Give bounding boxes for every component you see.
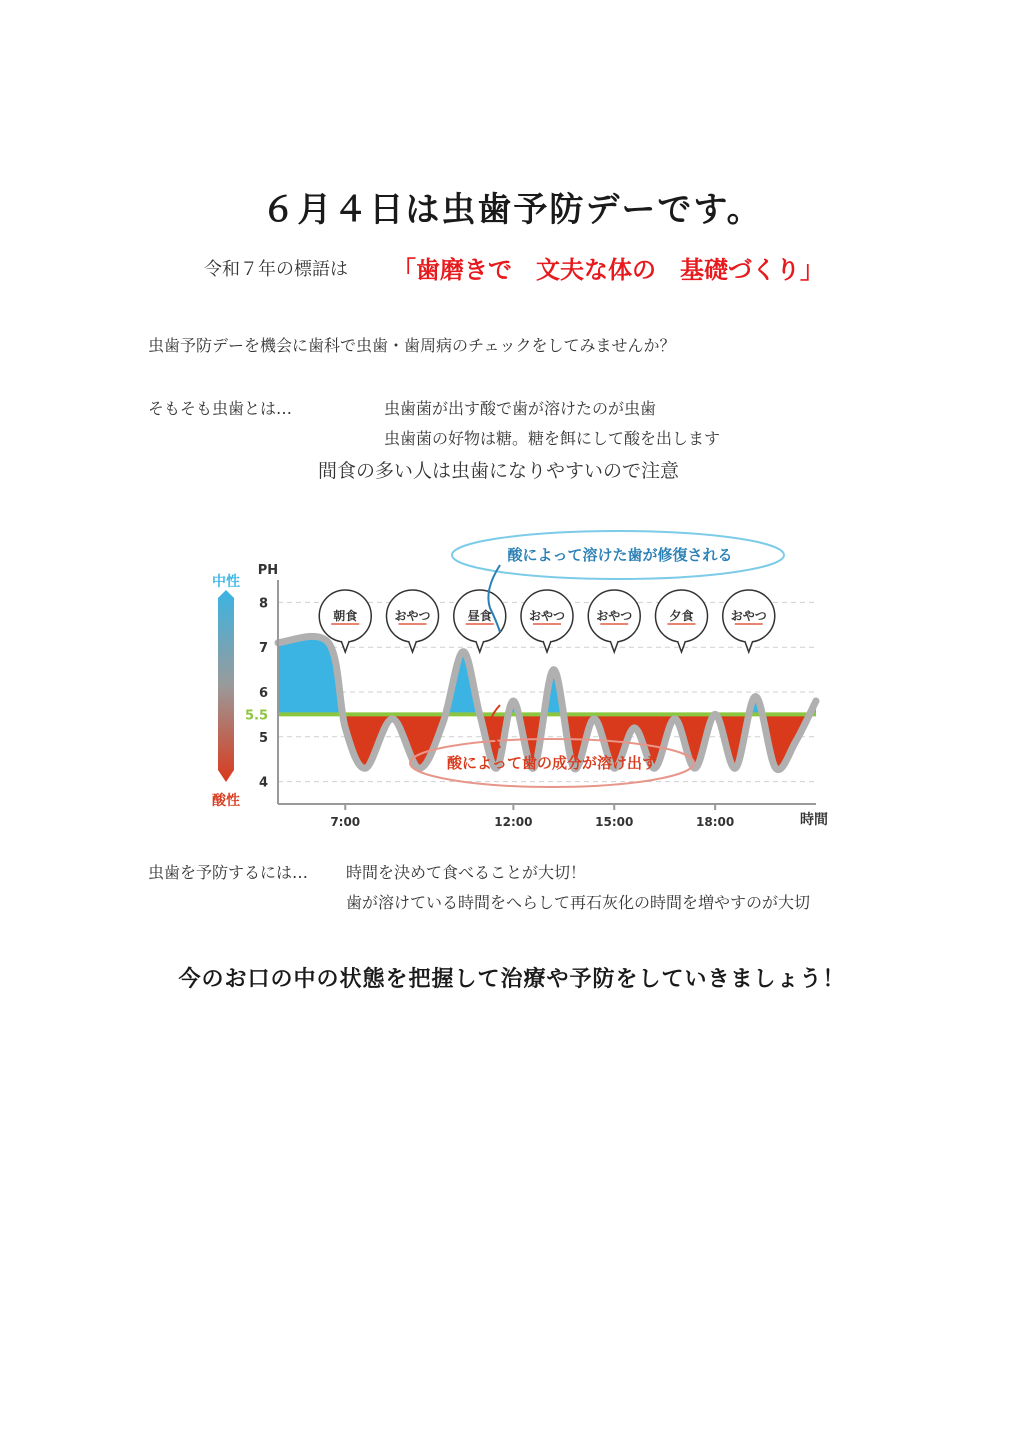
x-tick-label: 15:00 xyxy=(595,815,634,829)
about-line-3: 間食の多い人は虫歯になりやすいので注意 xyxy=(318,460,680,482)
prevent-label: 虫歯を予防するには… xyxy=(148,863,309,882)
meal-label: おやつ xyxy=(596,609,633,623)
callout-top-text: 酸によって溶けた歯が修復される xyxy=(507,546,733,564)
meal-label: 昼食 xyxy=(467,609,492,623)
meal-label: 夕食 xyxy=(669,609,694,623)
x-axis-label: 時間 xyxy=(800,812,828,828)
about-line-1: 虫歯菌が出す酸で歯が溶けたのが虫歯 xyxy=(384,399,657,418)
invite-text: 虫歯予防デーを機会に歯科で虫歯・歯周病のチェックをしてみませんか？ xyxy=(148,336,676,355)
y-axis-label: PH xyxy=(257,563,279,578)
bubble-tail xyxy=(678,641,686,652)
motto: 「歯磨きで 文夫な体の 基礎づくり」 xyxy=(392,256,824,284)
y-tick-label: 7 xyxy=(258,641,268,657)
bubble-tail xyxy=(745,641,753,652)
motto-label: 令和７年の標語は xyxy=(204,259,348,280)
acidic-label: 酸性 xyxy=(212,793,240,809)
bubble-tail xyxy=(610,641,618,652)
prevent-line-2: 歯が溶けている時間をへらして再石灰化の時間を増やすのが大切 xyxy=(346,893,811,912)
ph-chart xyxy=(200,520,840,840)
meal-bubble xyxy=(387,590,439,652)
bubble-tail xyxy=(543,641,551,652)
y-tick-label: 8 xyxy=(258,596,268,612)
x-tick-label: 18:00 xyxy=(696,815,735,829)
meal-label: おやつ xyxy=(730,609,767,623)
meal-bubble xyxy=(656,590,708,652)
meal-bubble xyxy=(454,590,506,652)
meal-bubble xyxy=(521,590,573,652)
closing-text: 今のお口の中の状態を把握して治療や予防をしていきましょう！ xyxy=(178,967,846,992)
neutral-label: 中性 xyxy=(212,574,240,590)
y-tick-label: 5 xyxy=(258,730,268,746)
y-tick-label: 6 xyxy=(258,686,268,701)
y-tick-label: 5.5 xyxy=(244,708,268,724)
y-tick-label: 4 xyxy=(258,775,268,791)
meal-bubbles xyxy=(319,590,775,652)
x-tick-label: 12:00 xyxy=(494,815,533,829)
bubble-tail xyxy=(409,641,417,652)
about-label: そもそも虫歯とは… xyxy=(148,399,293,418)
page-title: ６月４日は虫歯予防デーです。 xyxy=(261,190,763,230)
about-line-2: 虫歯菌の好物は糖。糖を餌にして酸を出します xyxy=(384,429,721,448)
prevent-line-1: 時間を決めて食べることが大切！ xyxy=(346,863,587,882)
meal-label: おやつ xyxy=(394,609,431,623)
meal-bubble xyxy=(588,590,640,652)
x-tick-label: 7:00 xyxy=(330,815,361,829)
bubble-tail xyxy=(476,641,484,652)
meal-label: 朝食 xyxy=(333,609,358,623)
callout-bottom-text: 酸によって歯の成分が溶け出す xyxy=(446,754,658,772)
meal-label: おやつ xyxy=(528,609,566,623)
bubble-tail xyxy=(341,641,349,652)
ph-scale-bar xyxy=(218,590,234,782)
meal-bubble xyxy=(723,590,775,652)
